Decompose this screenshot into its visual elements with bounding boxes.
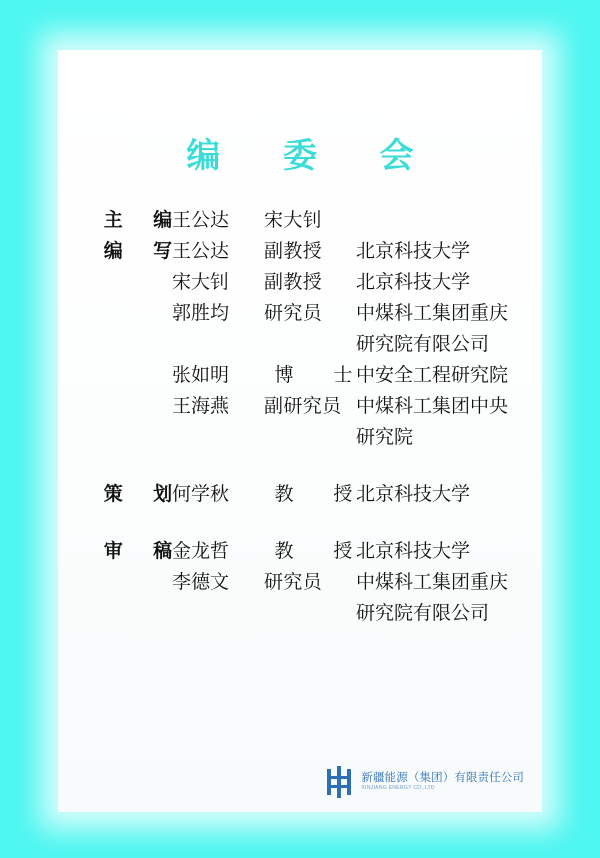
table-row [98, 567, 524, 598]
section-chief-editor [98, 205, 524, 236]
table-row [98, 360, 524, 391]
table-row [98, 391, 524, 422]
person-org: 北京科技大学 [356, 272, 471, 293]
person-org: 中煤科工集团重庆 [356, 303, 509, 324]
section-spacer [98, 510, 524, 536]
person-org: 研究院 [356, 427, 414, 448]
table-row [98, 205, 524, 236]
person-title: 研究员 [264, 572, 323, 593]
person-org: 中煤科工集团重庆 [356, 572, 509, 593]
company-name-block [361, 772, 524, 792]
table-row [98, 236, 524, 267]
person-org: 北京科技大学 [356, 484, 471, 505]
person-name: 郭胜均 [172, 303, 230, 324]
person-name: 何学秋 [172, 484, 230, 505]
paper-surface [58, 50, 542, 812]
publisher-logo [324, 766, 524, 798]
company-name-cn: 新疆能源（集团）有限责任公司 [361, 772, 524, 785]
table-row-continuation [98, 598, 524, 629]
person-name: 宋大钊 [172, 272, 230, 293]
section-planner [98, 479, 524, 510]
person-org: 研究院有限公司 [356, 334, 490, 355]
person-title: 宋大钊 [264, 210, 323, 231]
section-reviewers [98, 536, 524, 629]
person-name: 王公达 [172, 210, 230, 231]
person-title: 研究员 [264, 303, 323, 324]
table-row [98, 267, 524, 298]
person-title: 副教授 [264, 241, 323, 262]
role-label: 编 写 [103, 241, 178, 262]
person-org: 中安全工程研究院 [356, 365, 509, 386]
section-spacer [98, 453, 524, 479]
person-name: 张如明 [172, 365, 230, 386]
table-row [98, 536, 524, 567]
company-name-en: XINJIANG ENERGY CO.,LTD [361, 785, 435, 792]
section-writers [98, 236, 524, 453]
person-title: 教 授 [274, 541, 363, 562]
person-org: 研究院有限公司 [356, 603, 490, 624]
person-name: 王公达 [172, 241, 230, 262]
paper-sheet [58, 50, 542, 812]
person-title: 副教授 [264, 272, 323, 293]
person-name: 王海燕 [172, 396, 230, 417]
page-title: 编 委 会 [186, 138, 428, 175]
person-org: 北京科技大学 [356, 241, 471, 262]
table-row [98, 298, 524, 329]
table-row-continuation [98, 422, 524, 453]
table-row-continuation [98, 329, 524, 360]
role-label: 审 稿 [103, 541, 178, 562]
role-label: 主 编 [103, 210, 178, 231]
person-org: 中煤科工集团中央 [356, 396, 509, 417]
person-name: 金龙哲 [172, 541, 230, 562]
company-mark-icon [324, 766, 354, 798]
table-row [98, 479, 524, 510]
person-title: 副研究员 [264, 396, 342, 417]
person-name: 李德文 [172, 572, 230, 593]
person-org: 北京科技大学 [356, 541, 471, 562]
person-title: 教 授 [274, 484, 363, 505]
person-title: 博 士 [274, 365, 363, 386]
role-label: 策 划 [103, 484, 178, 505]
editorial-board-list [98, 205, 524, 629]
